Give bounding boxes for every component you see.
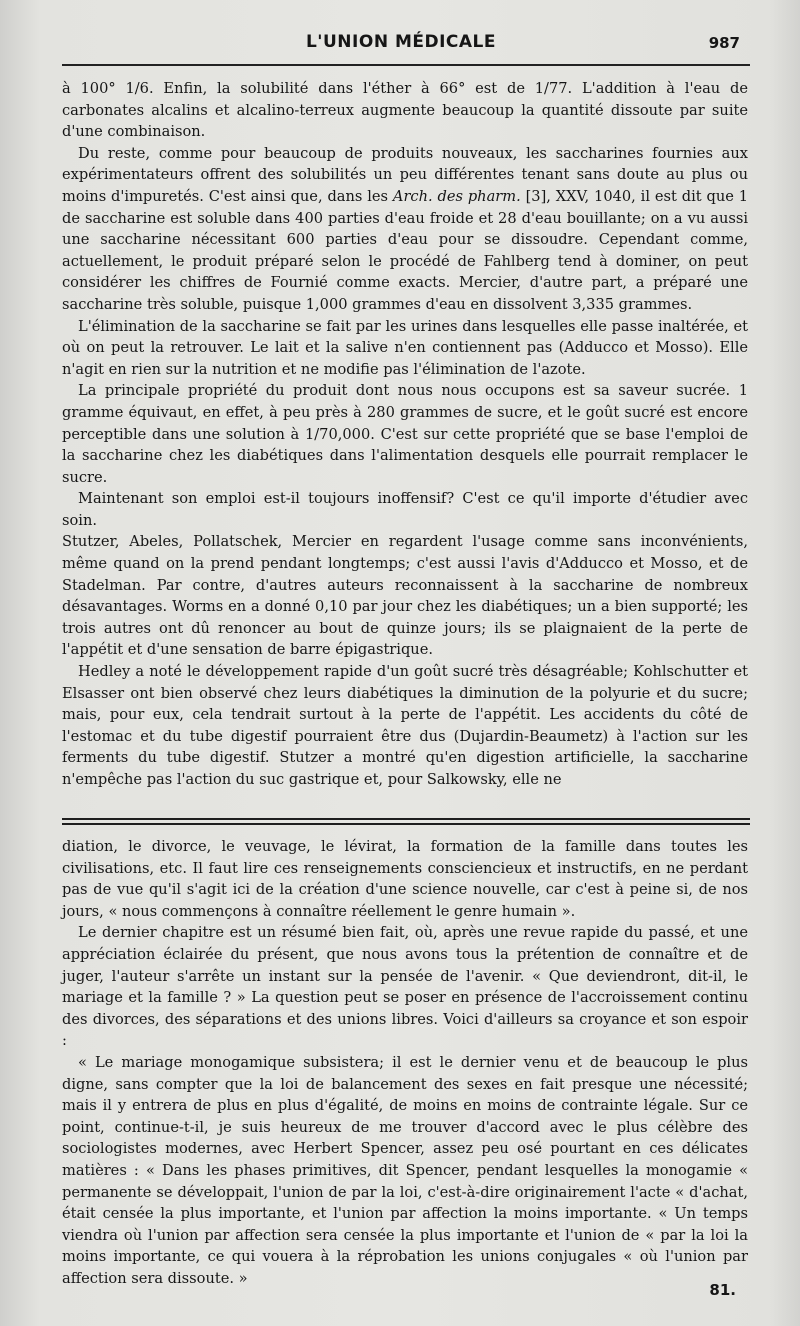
paragraph: diation, le divorce, le veuvage, le lévirat, la formation de la famille dans toutes les civilisations, etc. Il faut lire ces renseignements consciencieux et instructifs, en ne perdant pas de vue qu'il s'agit ici de la création d'une science nouvelle, car c'est à peine si, de nos jours, « nous commençons à connaître réellement le genre humain ».: [62, 838, 748, 920]
paragraph: La principale propriété du produit dont nous nous occupons est sa saveur sucrée. 1 gramme équivaut, en effet, à peu près à 280 grammes de sucre, et le goût sucré est encore perceptible dans une solution à 1/70,000. C'est sur cette propriété que se base l'emploi de la saccharine chez les diabétiques dans l'alimentation desquels elle pourrait remplacer le sucre.: [62, 382, 748, 486]
text-span: [3], XXV, 1040, il est dit que 1 de saccharine est soluble dans 400 parties d'eau froide et 28 d'eau bouillante; on a vu aussi une saccharine nécessitant 600 parties d'eau pour se dissoudre. Cependant comme, actuellement, le produit préparé selon le procédé de Fahlberg tend à dominer, on peut considérer les chiffres de Fournié comme exacts. Mercier, d'autre part, a préparé une saccharine très soluble, puisque 1,000 grammes d'eau en dissolvent 3,335 grammes.: [62, 187, 748, 313]
header-rule: [62, 64, 750, 66]
paragraph: [62, 143, 748, 316]
running-title: L'UNION MÉDICALE: [305, 32, 497, 52]
journal-citation: Arch. des pharm.: [392, 187, 521, 205]
book-review: [62, 836, 748, 1289]
signature-mark: 81.: [709, 1281, 736, 1299]
paragraph: Maintenant son emploi est-il toujours inoffensif? C'est ce qu'il importe d'étudier avec soin.: [62, 490, 748, 529]
paragraph: Le dernier chapitre est un résumé bien fait, où, après une revue rapide du passé, et une appréciation éclairée du présent, que nous avons tous la prétention de connaître et de juger, l'auteur s'arrête un instant sur la pensée de l'avenir. « Que deviendront, dit-il, le mariage et la famille ? » La question peut se poser en présence de l'accroissement continu des divorces, des séparations et des unions libres. Voici d'ailleurs sa croyance et son espoir :: [62, 924, 748, 1050]
page-header: [62, 32, 740, 62]
paragraph: Stutzer, Abeles, Pollatschek, Mercier en regardent l'usage comme sans inconvénients, même quand on la prend pendant longtemps; c'est aussi l'avis d'Adducco et Mosso, et de Stadelman. Par contre, d'autres auteurs reconnaissent à la saccharine de nombreux désavantages. Worms en a donné 0,10 par jour chez les diabétiques; un a bien supporté; les trois autres ont dû renoncer au bout de quinze jours; ils se plaignaient de la perte de l'appétit et d'une sensation de barre épigastrique.: [62, 533, 748, 659]
quotation: « Le mariage monogamique subsistera; il est le dernier venu et de beaucoup le plus digne, sans compter que la loi de balancement des sexes en fait presque une nécessité; mais il y entrera de plus en plus d'égalité, de moins en moins de contrainte légale. Sur ce point, continue-t-il, je suis heureux de me trouver d'accord avec le plus célèbre des sociologistes modernes, avec Herbert Spencer, assez peu osé pourtant en ces délicates matières : « Dans les phases primitives, dit Spencer, pendant lesquelles la monogamie « permanente se développait, l'union de par la loi, c'est-à-dire originairement l'acte « d'achat, était censée la plus importante, et l'union par affection la moins importante. « Un temps viendra où l'union par affection sera censée la plus importante et l'union de « par la loi la moins importante, ce qui vouera à la réprobation les unions conjugales « où l'union par affection sera dissoute. »: [62, 1053, 748, 1287]
paragraph: Hedley a noté le développement rapide d'un goût sucré très désagréable; Kohlschutter et Elsasser ont bien observé chez leurs diabétiques la diminution de la polyurie et du sucre; mais, pour eux, cela tendrait surtout à la perte de l'appétit. Les accidents du côté de l'estomac et du tube digestif pourraient être dus (Dujardin-Beaumetz) à l'action sur les ferments du tube digestif. Stutzer a montré qu'en digestion artificielle, la saccharine n'empêche pas l'action du suc gastrique et, pour Salkowsky, elle ne: [62, 663, 748, 788]
text-span: Du reste, comme pour beaucoup de produits nouveaux, les saccharines fournies aux expérimentateurs offrent des solubilités un peu différentes tenant sans doute au plus ou moins d'impuretés. C'est ainsi que, dans les: [62, 144, 748, 205]
paragraph: L'élimination de la saccharine se fait par les urines dans lesquelles elle passe inaltérée, et où on peut la retrouver. Le lait et la salive n'en contiennent pas (Adducco et Mosso). Elle n'agit en rien sur la nutrition et ne modifie pas l'élimination de l'azote.: [62, 317, 748, 378]
page-number: 987: [708, 34, 740, 52]
paragraph: à 100° 1/6. Enfin, la solubilité dans l'éther à 66° est de 1/77. L'addition à l'eau de carbonates alcalins et alcalino-terreux augmente beaucoup la quantité dissoute par suite d'une combinaison.: [62, 80, 748, 141]
section-divider: [62, 818, 750, 825]
main-article: [62, 78, 748, 791]
